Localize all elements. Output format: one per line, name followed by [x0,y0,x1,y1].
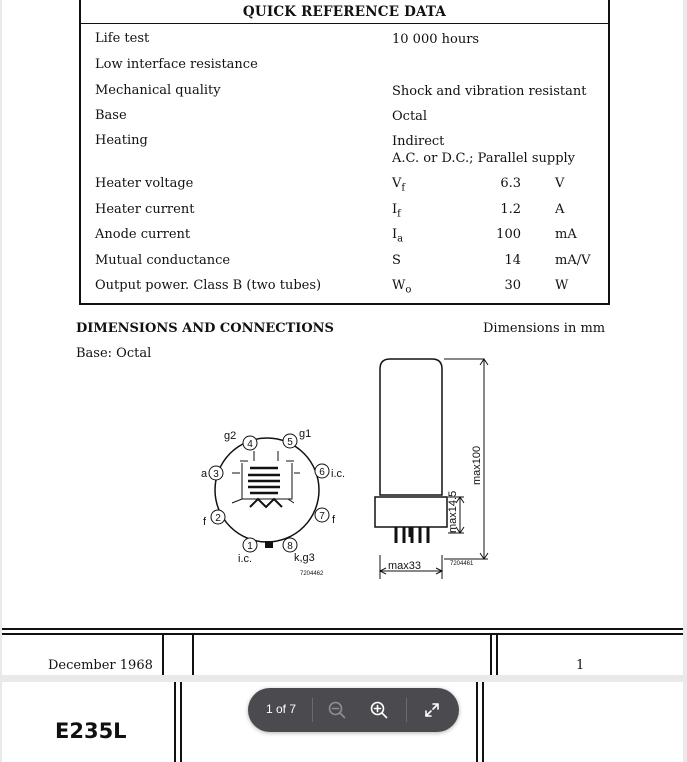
toolbar-separator [406,698,407,722]
row-unit: W [555,278,569,293]
pin-number: 5 [287,437,293,448]
row-label: Anode current [95,227,191,242]
row-value: Octal [392,109,428,124]
row-unit: A [555,202,565,217]
symbol-subscript: f [401,182,406,194]
expand-icon [423,701,441,719]
zoom-in-icon [369,700,389,720]
footer-divider [496,634,498,675]
units-note: Dimensions in mm [483,321,606,336]
pin-number: 1 [247,541,253,552]
max-height-label: max100 [471,445,483,485]
row-value: 100 [496,227,521,242]
row-unit: V [555,176,565,191]
pin-label: a [201,468,208,480]
page-frame-line [482,682,484,762]
row-value [392,133,575,167]
symbol-letter: I [392,202,398,217]
symbol-letter: S [392,253,401,268]
pin-number: 6 [319,467,325,478]
row-symbol [392,278,411,296]
symbol-letter: V [392,176,402,191]
document-page-1 [2,0,683,675]
pin-number: 7 [319,511,325,522]
page-counter: 1 of 7 [266,702,297,716]
tube-outline-drawing [375,359,488,579]
row-value: 1.2 [500,202,521,217]
tube-type-heading: E235L [55,719,127,743]
row-value: 14 [504,253,521,268]
pin-number: 8 [287,541,293,552]
drawing-code: 7204461 [450,561,474,567]
pin-label: g1 [299,428,312,440]
toolbar-separator [312,698,313,722]
pin-number: 2 [215,513,221,524]
pin-label: g2 [224,430,237,442]
footer-rule [2,628,683,630]
row-label: Low interface resistance [95,57,258,72]
max-diameter-label: max33 [388,560,422,572]
zoom-out-icon [327,700,347,720]
footer-date: December 1968 [48,658,153,673]
heating-type: Indirect [392,134,445,149]
pin-label: f [332,514,336,526]
fullscreen-button[interactable] [418,696,446,724]
page-frame-line [476,682,478,762]
drawing-code: 7204462 [300,571,324,577]
pin-label: i.c. [238,553,253,565]
symbol-letter: I [392,227,398,242]
row-value: 30 [504,278,521,293]
row-value: 6.3 [500,176,521,191]
base-note: Base: Octal [76,346,152,361]
row-label: Output power. Class B (two tubes) [95,278,322,293]
row-label: Heater current [95,202,195,217]
symbol-subscript: o [405,284,412,296]
footer-rule [2,633,683,635]
page-frame-line [180,682,182,762]
section-title: DIMENSIONS AND CONNECTIONS [76,321,334,336]
heating-supply: A.C. or D.C.; Parallel supply [392,151,576,166]
base-and-outline-drawing [192,355,502,585]
symbol-subscript: f [397,208,401,220]
pin-label: i.c. [331,468,346,480]
row-label: Base [95,108,127,123]
row-value: Shock and vibration resistant [392,84,587,99]
zoom-in-button[interactable] [365,696,393,724]
row-label: Mechanical quality [95,83,221,98]
row-label: Life test [95,31,150,46]
page-frame-line [174,682,176,762]
row-symbol [392,227,403,245]
row-symbol [392,253,401,271]
title-rule [81,23,608,24]
pin-number: 3 [213,469,219,480]
row-symbol [392,176,405,194]
footer-divider [162,634,164,675]
pin-number: 4 [247,439,253,450]
viewer-toolbar [248,688,459,732]
row-value: 10 000 hours [392,32,480,47]
base-pin-diagram [201,428,345,577]
pin-label: f [203,516,207,528]
footer-divider [490,634,492,675]
row-unit: mA/V [555,253,591,268]
row-label: Heater voltage [95,176,194,191]
zoom-out-button[interactable] [323,696,351,724]
symbol-subscript: a [397,233,404,245]
row-unit: mA [555,227,577,242]
row-label: Mutual conductance [95,253,231,268]
row-label: Heating [95,133,148,148]
footer-page-number: 1 [576,658,585,673]
row-symbol [392,202,401,220]
footer-divider [192,634,194,675]
quick-reference-table [79,0,610,305]
symbol-letter: W [392,278,406,293]
max-seated-label: max14.5 [447,490,459,533]
pin-label: k,g3 [294,552,315,564]
quick-reference-title: QUICK REFERENCE DATA [242,4,447,20]
